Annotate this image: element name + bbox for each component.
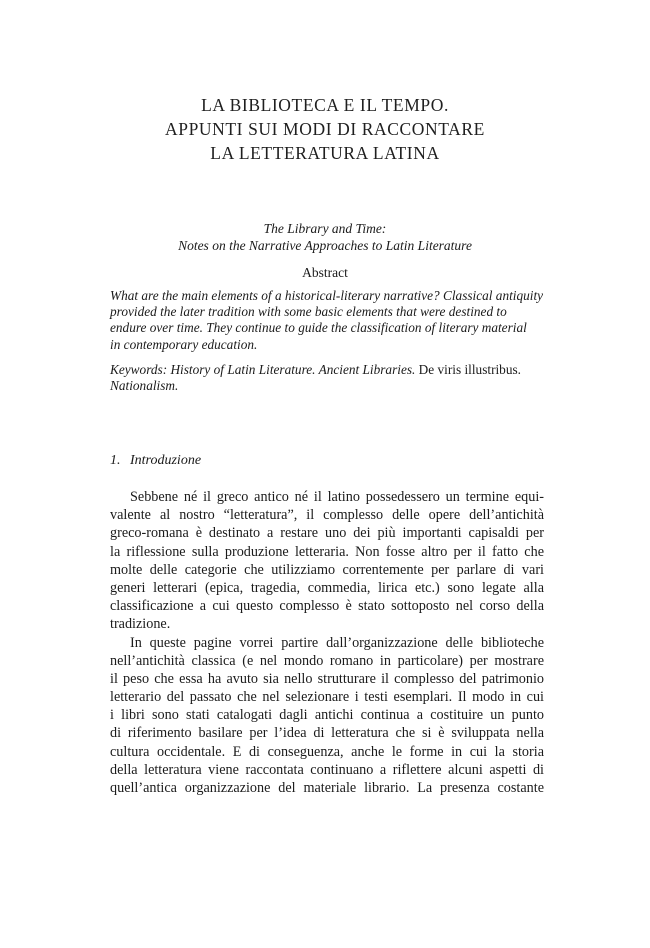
english-title bbox=[0, 220, 650, 254]
body-line: il peso che essa ha avuto sia nello strutturare il complesso del patrimonio bbox=[110, 670, 544, 687]
body-line: quell’antica organizzazione del materiale librario. La presenza costante bbox=[110, 780, 544, 796]
body-line: di riferimento basilare per l’idea di letteratura che si è sviluppata nella bbox=[110, 725, 544, 742]
body-line: molte delle categorie che utilizziamo correntemente per parlare di vari bbox=[110, 561, 544, 578]
keywords bbox=[110, 362, 542, 394]
body-line: cultura occidentale. E di conseguenza, anche le forme in cui la storia bbox=[110, 743, 544, 760]
body-line: greco-romana è destinato a restare uno dei più importanti capisaldi per bbox=[110, 525, 544, 542]
abstract-body bbox=[110, 288, 542, 353]
section-title: Introduzione bbox=[130, 453, 202, 468]
body-line: letterario del passato che nel selezionare i testi esemplari. Il modo in cui bbox=[110, 689, 544, 706]
title-line: APPUNTI SUI MODI DI RACCONTARE bbox=[165, 119, 485, 139]
abstract-line: in contemporary education. bbox=[110, 336, 258, 352]
body-line: Sebbene né il greco antico né il latino possedessero un termine equi- bbox=[130, 489, 544, 505]
abstract-heading: Abstract bbox=[302, 265, 348, 280]
body-line: la riflessione sulla produzione letteraria. Non fosse altro per il fatto che bbox=[110, 543, 544, 560]
keywords-upright: De viris illustribus. bbox=[418, 362, 521, 377]
section-heading bbox=[110, 452, 201, 470]
body-line: della letteratura viene raccontata continuano a riflettere alcuni aspetti di bbox=[110, 761, 544, 778]
keywords-line: Nationalism. bbox=[110, 378, 179, 394]
article-title bbox=[0, 93, 650, 165]
english-title-line: The Library and Time: bbox=[263, 221, 387, 236]
body-line: In queste pagine vorrei partire dall’organizzazione delle biblioteche bbox=[130, 634, 544, 651]
abstract-line: endure over time. They continue to guide the classification of literary material bbox=[110, 320, 527, 336]
body-line: tradizione. bbox=[110, 616, 171, 633]
abstract-line: provided the later tradition with some basic elements that were destined to bbox=[110, 304, 507, 320]
body-line: i libri sono stati catalogati dagli antichi continua a costituire un punto bbox=[110, 707, 544, 724]
body-line: valente al nostro “letteratura”, il complesso delle opere dell’antichità bbox=[110, 507, 544, 524]
section-number: 1. bbox=[110, 453, 121, 468]
body-line: classificazione a cui questo complesso è stato sottoposto nel corso della bbox=[110, 598, 544, 615]
body-line: nell’antichità classica (e nel mondo romano in particolare) per mostrare bbox=[110, 652, 544, 669]
body-text bbox=[110, 488, 544, 797]
english-title-line: Notes on the Narrative Approaches to Latin Literature bbox=[178, 238, 472, 253]
body-line: generi letterari (epica, tragedia, commedia, lirica etc.) sono legate alla bbox=[110, 579, 544, 596]
keywords-italic: Keywords: History of Latin Literature. Ancient Libraries. bbox=[110, 362, 416, 377]
title-line: LA LETTERATURA LATINA bbox=[210, 143, 440, 163]
abstract-line: What are the main elements of a historical-literary narrative? Classical antiquity bbox=[110, 288, 544, 303]
keywords-line bbox=[110, 362, 542, 378]
title-line: LA BIBLIOTECA E IL TEMPO. bbox=[201, 95, 449, 115]
